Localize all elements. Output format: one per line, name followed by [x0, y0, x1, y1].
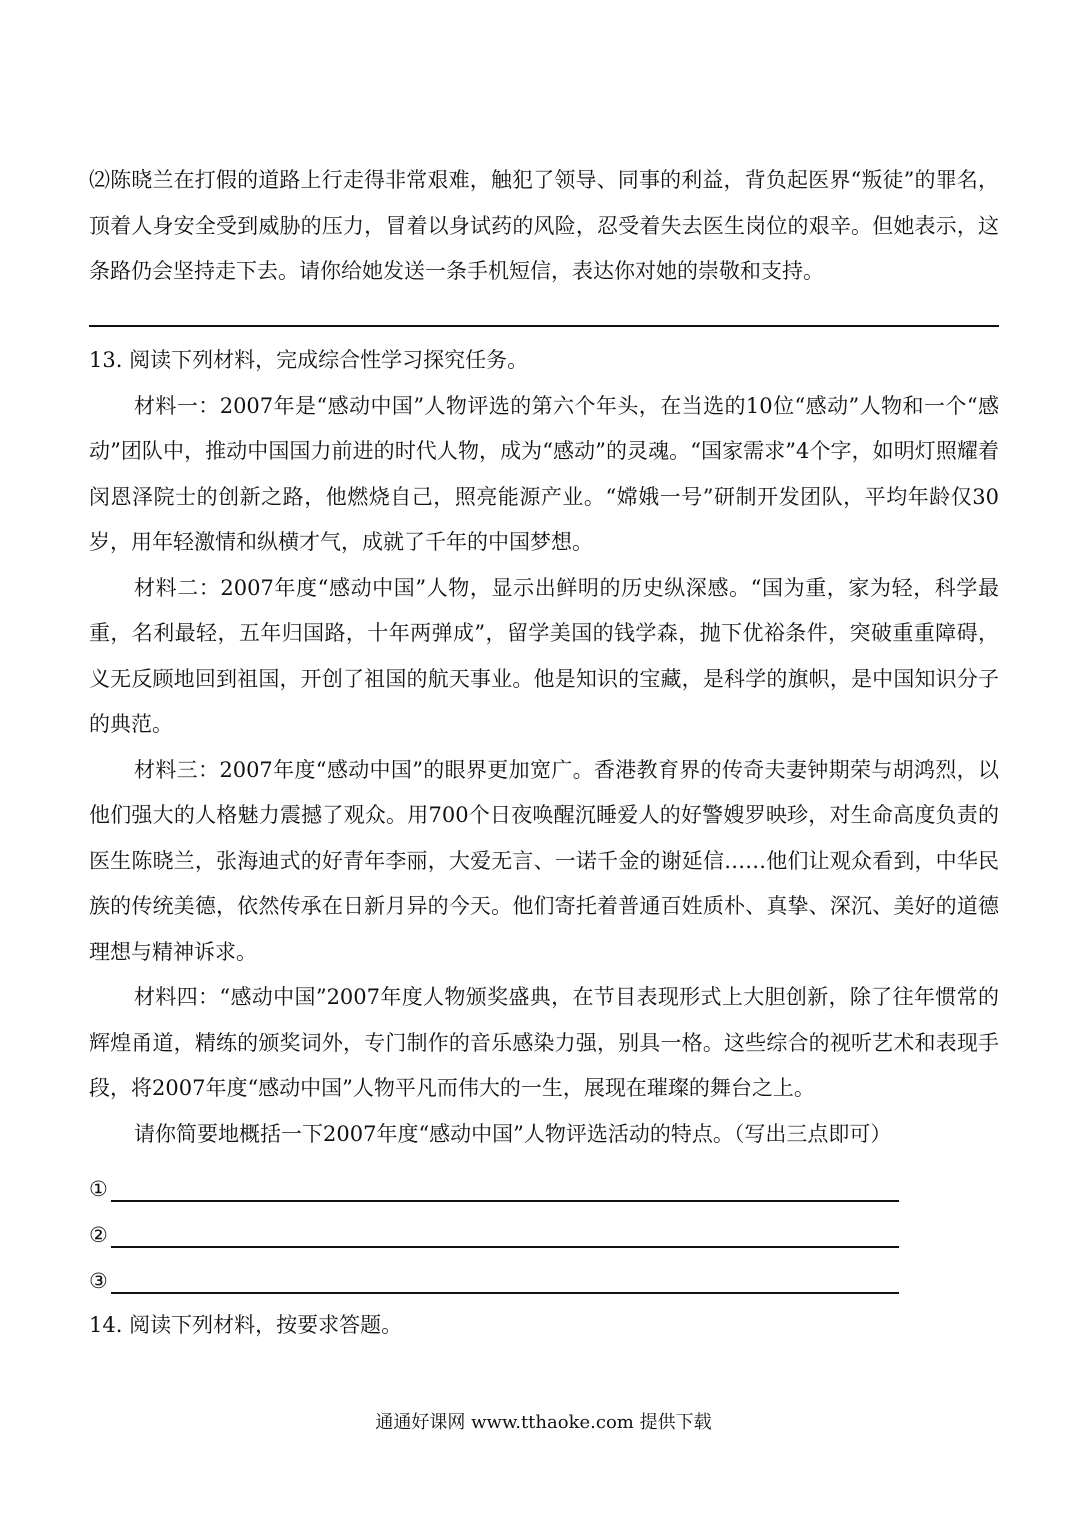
answer-line-2[interactable] [111, 1222, 899, 1248]
q13-section [89, 338, 999, 1157]
answer-mark-3: ③ [89, 1269, 108, 1293]
answer-row-3 [89, 1264, 899, 1294]
q14-section [89, 1303, 999, 1349]
footer-text: 通通好课网 www.tthaoke.com 提供下载 [375, 1412, 712, 1433]
q13-material-4: 材料四：“感动中国”2007年度人物颁奖盛典，在节目表现形式上大胆创新，除了往年惯常的辉煌甬道，精练的颁奖词外，专门制作的音乐感染力强，别具一格。这些综合的视听艺术和表现手段，将2007年度“感动中国”人物平凡而伟大的一生，展现在璀璨的舞台之上。 [89, 985, 999, 1100]
q13-material-1: 材料一：2007年是“感动中国”人物评选的第六个年头，在当选的10位“感动”人物和一个“感动”团队中，推动中国国力前进的时代人物，成为“感动”的灵魂。“国家需求”4个字，如明灯照耀着闵恩泽院士的创新之路，他燃烧自己，照亮能源产业。“嫦娥一号”研制开发团队，平均年龄仅30岁，用年轻激情和纵横才气，成就了千年的中国梦想。 [89, 393, 999, 554]
q14-title: 14. 阅读下列材料，按要求答题。 [89, 1313, 403, 1337]
answer-row-1 [89, 1172, 899, 1202]
q12-part2-text: ⑵陈晓兰在打假的道路上行走得非常艰难，触犯了领导、同事的利益，背负起医界“叛徒”的罪名，顶着人身安全受到威胁的压力，冒着以身试药的风险，忍受着失去医生岗位的艰辛。但她表示，这条路仍会坚持走下去。请你给她发送一条手机短信，表达你对她的崇敬和支持。 [89, 168, 999, 283]
answer-line-1[interactable] [111, 1176, 899, 1202]
q12-part2 [89, 158, 999, 295]
answer-mark-2: ② [89, 1223, 108, 1247]
answer-rule-q12 [89, 325, 999, 327]
answer-line-3[interactable] [111, 1268, 899, 1294]
q13-title: 13. 阅读下列材料，完成综合性学习探究任务。 [89, 348, 529, 372]
q13-material-2: 材料二：2007年度“感动中国”人物，显示出鲜明的历史纵深感。“国为重，家为轻，科学最重，名利最轻，五年归国路，十年两弹成”，留学美国的钱学森，抛下优裕条件，突破重重障碍，义无反顾地回到祖国，开创了祖国的航天事业。他是知识的宝藏，是科学的旗帜，是中国知识分子的典范。 [89, 575, 999, 736]
q13-material-3: 材料三：2007年度“感动中国”的眼界更加宽广。香港教育界的传奇夫妻钟期荣与胡鸿烈，以他们强大的人格魅力震撼了观众。用700个日夜唤醒沉睡爱人的好警嫂罗映珍，对生命高度负责的医生陈晓兰，张海迪式的好青年李丽，大爱无言、一诺千金的谢延信……他们让观众看到，中华民族的传统美德，依然传承在日新月异的今天。他们寄托着普通百姓质朴、真挚、深沉、美好的道德理想与精神诉求。 [89, 757, 999, 964]
q13-prompt: 请你简要地概括一下2007年度“感动中国”人物评选活动的特点。（写出三点即可） [134, 1121, 892, 1146]
answer-mark-1: ① [89, 1177, 108, 1201]
answer-row-2 [89, 1218, 899, 1248]
